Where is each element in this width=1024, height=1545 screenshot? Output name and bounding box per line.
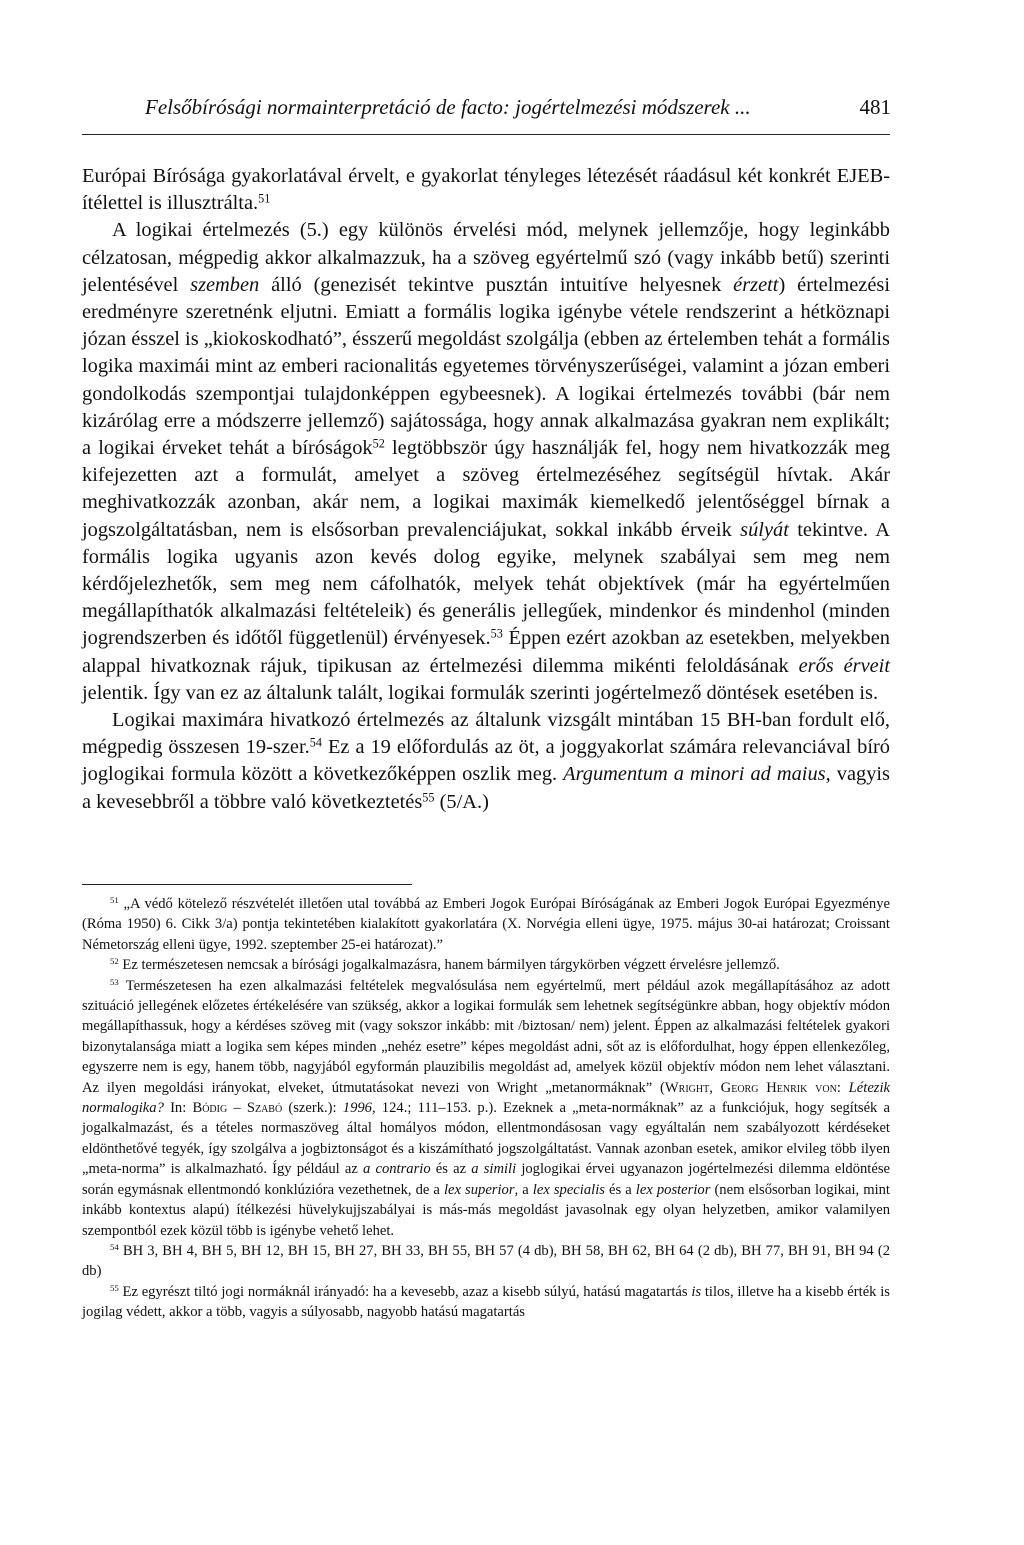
footnote-51: $^{51}$ „A védő kötelező részvételét illetően utal továbbá az Emberi Jogok Európai Bíróságának az Emberi Jogok Európai Egyezménye (Róma 1950) 6. Cikk 3/a) pontja tekintetében kialakított gyakorlatára (X. Norvégia elleni ügye, 1975. május 30-ai határozat; Croissant Németország elleni ügye, 1992. szeptember 25-ei határozat).” [82, 895, 890, 953]
footnote-number: 52 [110, 956, 119, 967]
footnote-54: $^{54}$ BH 3, BH 4, BH 5, BH 12, BH 15, BH 27, BH 33, BH 55, BH 57 (4 db), BH 58, BH 62, BH 64 (2 db), BH 77, BH 91, BH 94 (2 db) [82, 1242, 890, 1280]
citation-editors: Bódig – Szabó [192, 1100, 283, 1117]
paragraph-3: Logikai maximára hivatkozó értelmezés az általunk vizsgált mintában 15 BH-ban fordult elő, mégpedig összesen 19-szer.$^{54}$ Ez a 19 előfordulás az öt, a joggyakorlat számára relevanciával bíró joglogikai formula között a következőképpen oszlik meg. Argumentum a minori ad maius, vagyis a kevesebbről a többre való következtetés$^{55}$ (5/A.) [82, 709, 890, 813]
footnote-ref-51[interactable]: 51 [258, 191, 271, 206]
footnote-ref-53[interactable]: 53 [490, 626, 503, 641]
footnotes [82, 894, 890, 1323]
citation-title: Létezik normalogika? [82, 1079, 891, 1117]
footnote-ref-55[interactable]: 55 [422, 789, 435, 804]
main-text [82, 163, 890, 816]
citation-author: Wright, Georg Henrik von [664, 1079, 837, 1096]
running-title: Felsőbírósági normainterpretáció de facto: jogértelmezési módszerek ... [145, 95, 751, 119]
footnote-52: $^{52}$ Ez természetesen nemcsak a bírósági jogalkalmazásra, hanem bármilyen tárgykörben végzett érvelésre jellemző. [110, 956, 780, 974]
paragraph-2: A logikai értelmezés (5.) egy különös érvelési mód, melynek jellemzője, hogy leginkább célzatosan, mégpedig akkor alkalmazzuk, ha a szöveg egyértelmű szó (vagy inkább betű) szerinti jelentésével szemben álló (genezisét tekintve pusztán intuitíve helyesnek érzett) értelmezési eredményre szeretnénk eljutni. Emiatt a formális logika igénybe vétele rendszerint a hétköznapi józan ésszel is „kiokoskodható”, ésszerű megoldást szolgálja (ebben az értelemben tehát a formális logika maximái mint az emberi racionalitás egyetemes törvényszerűségei, valamint a józan emberi gondolkodás szempontjai tulajdonképpen egybeesnek). A logikai értelmezés további (bár nem kizárólag erre a módszerre jellemző) sajátossága, hogy annak alkalmazása gyakran nem explikált; a logikai érveket tehát a bíróságok$^{52}$ legtöbbször úgy használják fel, hogy nem hivatkozzák meg kifejezetten azt a formulát, amelyet a szöveg értelmezéséhez segítségül hívtak. Akár meghivatkozzák azonban, akár nem, a logikai maximák kiemelkedő jelentőséggel bírnak a jogszolgáltatásban, nem is elsősorban prevalenciájukat, sokkal inkább érveik súlyát tekintve. A formális logika ugyanis azon kevés dolog egyike, melynek szabályai sem meg nem kérdőjelezhetők, sem meg nem cáfolhatók, melyek tehát objektívek (már ha egyértelműen megállapíthatók alkalmazási feltételeik) és generális jellegűek, mindenkor és mindenhol (minden jogrendszerben és időtől függetlenül) érvényesek.$^{53}$ Éppen ezért azokban az esetekben, melyekben alappal hivatkoznak rájuk, tipikusan az értelmezési dilemma mikénti feloldásának erős érveit jelentik. Így van ez az általunk talált, logikai formulák szerinti jogértelmező döntések esetében is. [82, 219, 891, 704]
footnote-number: 55 [110, 1282, 119, 1293]
header-rule [82, 134, 890, 135]
footnote-ref-52[interactable]: 52 [372, 436, 385, 451]
footnote-ref-54[interactable]: 54 [309, 735, 322, 750]
paragraph-1: Európai Bírósága gyakorlatával érvelt, e gyakorlat tényleges létezését ráadásul két konkrét EJEB-ítélettel is illusztrálta.$^{51}$ [82, 165, 890, 215]
footnote-number: 53 [110, 976, 119, 987]
footnote-number: 51 [110, 895, 119, 906]
footnote-53: $^{53}$ Természetesen ha ezen alkalmazási feltételek megvalósulása nem egyértelmű, mert például azok megállapításához az adott szituáció jellegének előzetes értékelésére van szükség, akkor a logikai formulák sem lehetnek segítségünkre abban, hogy objektív módon megállapíthassuk, hogy a kérdéses szöveg mit (vagy sokszor inkább: mit /biztosan/ nem) jelent. Éppen az alkalmazási feltételek gyakori bizonytalansága miatt a logika sem képes minden „nehéz esetre” képes megoldást adni, sőt az is előfordulhat, hogy éppen ellenkezőleg, egyszerre nem is egy, hanem több, nagyjából egyformán plauzibilis megoldást ad, amelyek közül objektív módon nem lehet választani. Az ilyen megoldási irányokat, elveket, útmutatásokat nevezi von Wright „metanormáknak” (Wright, Georg Henrik von: Létezik normalogika? In: Bódig – Szabó (szerk.): 1996, 124.; 111–153. p.). Ezeknek a „meta-normáknak” az a funkciójuk, hogy segítsék a jogalkalmazást, és a tételes normaszöveg által homályos módon, ellentmondásosan vagy egyáltalán nem szabályozott kérdéseket eldönthetővé tegyék, így szolgálva a jogbiztonságot és a kiszámítható jogszolgáltatást. Vannak azonban esetek, amikor elvileg több ilyen „meta-norma” is alkalmazható. Így például az a contrario és az a simili joglogikai érvei ugyanazon jogértelmezési dilemma eldöntése során egymásnak ellentmondó konklúzióra vezethetnek, de a lex superior, a lex specialis és a lex posterior (nem elsősorban logikai, mint inkább kontextus alapú) ítélkezési hüvelykujjszabályai is más-más megoldást javasolnak egy olyan helyzetben, amikor valamilyen szempontból ezek közül több is igénybe vehető lehet. [82, 976, 891, 1239]
footnote-55: $^{55}$ Ez egyrészt tiltó jogi normáknál irányadó: ha a kevesebb, azaz a kisebb súlyú, hatású magatartás is tilos, illetve ha a kisebb érték is jogilag védett, akkor a több, vagyis a súlyosabb, nagyobb hatású magatartás [82, 1282, 890, 1321]
running-header [145, 94, 891, 120]
footnote-rule [82, 884, 412, 885]
page-number: 481 [859, 95, 891, 119]
footnote-number: 54 [110, 1242, 119, 1253]
